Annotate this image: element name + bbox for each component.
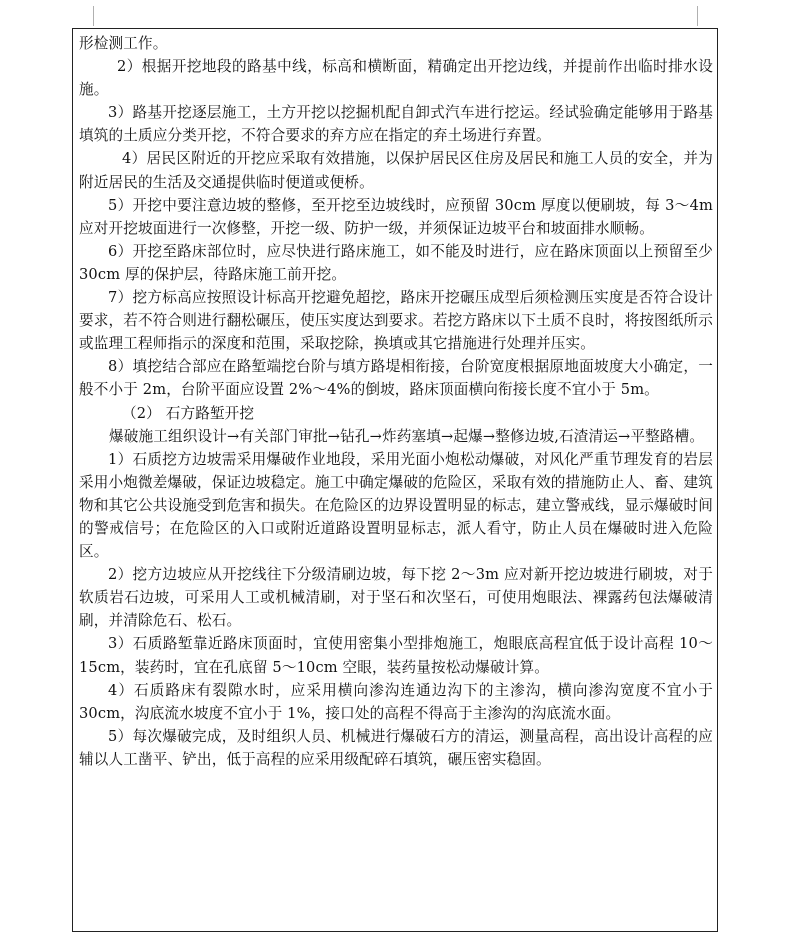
para-r3-dense-blasting: 3）石质路堑靠近路床顶面时，宜使用密集小型排炮施工，炮眼底高程宜低于设计高程 10～15cm，装药时，宜在孔底留 5～10cm 空眼，装药量按松动爆破计算。 bbox=[79, 635, 713, 676]
para-7-elevation: 7）挖方标高应按照设计标高开挖避免超挖，路床开挖碾压成型后须检测压实度是否符合设计要求，若不符合则进行翻松碾压，使压实度达到要求。若挖方路床以下土质不良时，将按图纸所示或监理工程师指示的深度和范围，采取挖除，换填或其它措施进行处理并压实。 bbox=[79, 289, 713, 353]
page-corner-mark-left bbox=[93, 6, 94, 26]
para-r4-seepage: 4）石质路床有裂隙水时，应采用横向渗沟连通边沟下的主渗沟，横向渗沟宽度不宜小于 30cm，沟底流水坡度不宜小于 1%，接口处的高程不得高于主渗沟的沟底流水面。 bbox=[79, 681, 713, 722]
section-heading-rock-cut: （2） 石方路堑开挖 bbox=[122, 404, 255, 422]
para-r1-smooth-blasting: 1）石质挖方边坡需采用爆破作业地段，采用光面小炮松动爆破，对风化严重节理发育的岩层采用小炮微差爆破，保证边坡稳定。施工中确定爆破的危险区，采取有效的措施防止人、畜、建筑物和其它公共设施受到危害和损失。在危险区的边界设置明显的标志，建立警戒线，显示爆破时间的警戒信号；在危险区的入口或附近道路设置明显标志，派人看守，防止人员在爆破时进入危险区。 bbox=[79, 450, 713, 561]
para-2-centerline: 2）根据开挖地段的路基中线，标高和横断面，精确定出开挖边线，并提前作出临时排水设施。 bbox=[79, 58, 713, 99]
document-body bbox=[79, 32, 713, 771]
para-3-layered-excavation: 3）路基开挖逐层施工，土方开挖以挖掘机配自卸式汽车进行挖运。经试验确定能够用于路基填筑的土质应分类开挖，不符合要求的弃方应在指定的弃土场进行弃置。 bbox=[79, 104, 713, 145]
page-corner-mark-right bbox=[697, 6, 698, 26]
para-r5-clearing: 5）每次爆破完成，及时组织人员、机械进行爆破石方的清运，测量高程，高出设计高程的应辅以人工凿平、铲出，低于高程的应采用级配碎石填筑，碾压密实稳固。 bbox=[79, 727, 713, 768]
para-r2-staged-trimming: 2）挖方边坡应从开挖线往下分级清刷边坡，每下挖 2～3m 应对新开挖边坡进行刷坡，对于软质岩石边坡，可采用人工或机械清刷，对于坚石和次坚石，可使用炮眼法、裸露药包法爆破清刷，并清除危石、松石。 bbox=[79, 566, 713, 630]
para-blasting-flow: 爆破施工组织设计→有关部门审批→钻孔→炸药塞填→起爆→整修边坡,石渣清运→平整路槽。 bbox=[109, 427, 705, 445]
para-4-residential: 4）居民区附近的开挖应采取有效措施，以保护居民区住房及居民和施工人员的安全，并为附近居民的生活及交通提供临时便道或便桥。 bbox=[79, 150, 713, 191]
para-8-cut-fill: 8）填挖结合部应在路堑端挖台阶与填方路堤相衔接，台阶宽度根据原地面坡度大小确定，一般不小于 2m，台阶平面应设置 2%～4%的倒坡，路床顶面横向衔接长度不宜小于 5m。 bbox=[79, 358, 713, 399]
para-5-slope-trimming: 5）开挖中要注意边坡的整修，至开挖至边坡线时，应预留 30cm 厚度以便刷坡，每 3～4m 应对开挖坡面进行一次修整，开挖一级、防护一级，并须保证边坡平台和坡面排水顺畅。 bbox=[79, 196, 713, 237]
para-6-subgrade: 6）开挖至路床部位时，应尽快进行路床施工，如不能及时进行，应在路床顶面以上预留至少 30cm 厚的保护层，待路床施工前开挖。 bbox=[79, 242, 713, 283]
para-cont-monitoring: 形检测工作。 bbox=[79, 35, 168, 52]
